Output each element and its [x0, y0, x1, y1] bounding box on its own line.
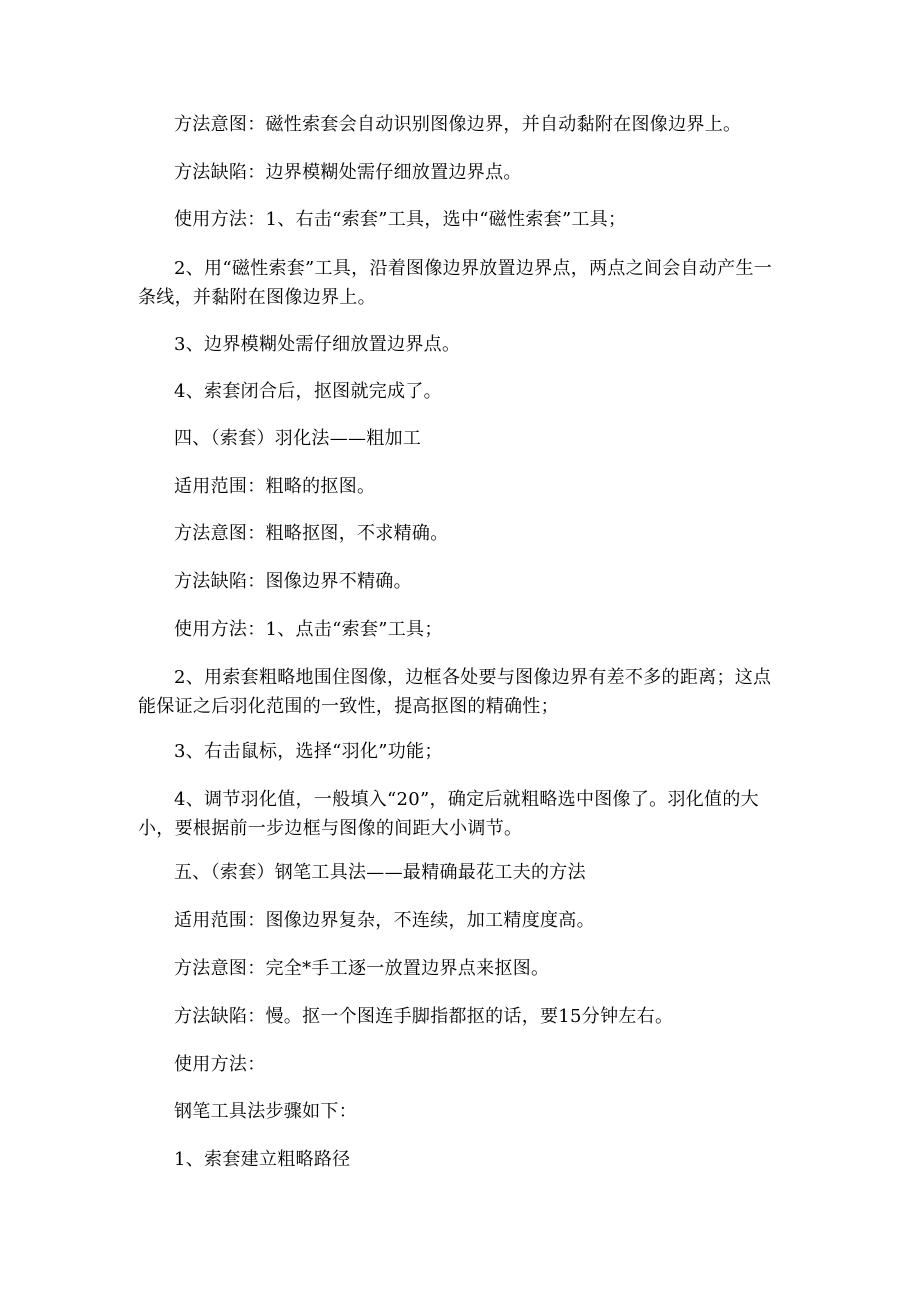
paragraph-feather-usage: 使用方法：1、点击“索套”工具； [174, 619, 443, 640]
section-heading-feather: 四、（索套）羽化法——粗加工 [174, 428, 422, 449]
paragraph-pen-scope: 适用范围：图像边界复杂，不连续，加工精度度高。 [174, 910, 595, 931]
paragraph-feather-step-3: 3、右击鼠标，选择“羽化”功能； [174, 741, 443, 762]
paragraph-magnetic-lasso-step-2: 2、用“磁性索套”工具，沿着图像边界放置边界点，两点之间会自动产生一条线，并黏附在图像边界上。 [138, 258, 773, 308]
paragraph-magnetic-lasso-step-4: 4、索套闭合后，抠图就完成了。 [174, 381, 442, 402]
paragraph-pen-usage: 使用方法： [174, 1054, 266, 1075]
paragraph-magnetic-lasso-intent: 方法意图：磁性索套会自动识别图像边界，并自动黏附在图像边界上。 [174, 114, 742, 135]
paragraph-feather-scope: 适用范围：粗略的抠图。 [174, 476, 376, 497]
paragraph-feather-step-2: 2、用索套粗略地围住图像，边框各处要与图像边界有差不多的距离；这点能保证之后羽化范围的一致性，提高抠图的精确性； [138, 667, 772, 717]
paragraph-magnetic-lasso-defect: 方法缺陷：边界模糊处需仔细放置边界点。 [174, 162, 522, 183]
paragraph-pen-steps-intro: 钢笔工具法步骤如下： [174, 1101, 357, 1122]
paragraph-feather-intent: 方法意图：粗略抠图，不求精确。 [174, 523, 449, 544]
paragraph-pen-step-1: 1、索套建立粗略路径 [174, 1149, 351, 1170]
paragraph-pen-intent: 方法意图：完全*手工逐一放置边界点来抠图。 [174, 958, 550, 979]
section-heading-pen-tool: 五、（索套）钢笔工具法——最精确最花工夫的方法 [174, 862, 586, 883]
paragraph-pen-defect: 方法缺陷：慢。抠一个图连手脚指都抠的话，要15分钟左右。 [174, 1006, 674, 1027]
paragraph-feather-defect: 方法缺陷：图像边界不精确。 [174, 571, 412, 592]
paragraph-magnetic-lasso-usage: 使用方法：1、右击“索套”工具，选中“磁性索套”工具； [174, 209, 627, 230]
paragraph-magnetic-lasso-step-3: 3、边界模糊处需仔细放置边界点。 [174, 334, 461, 355]
paragraph-feather-step-4: 4、调节羽化值，一般填入“20”，确定后就粗略选中图像了。羽化值的大小，要根据前一步边框与图像的间距大小调节。 [138, 789, 759, 839]
